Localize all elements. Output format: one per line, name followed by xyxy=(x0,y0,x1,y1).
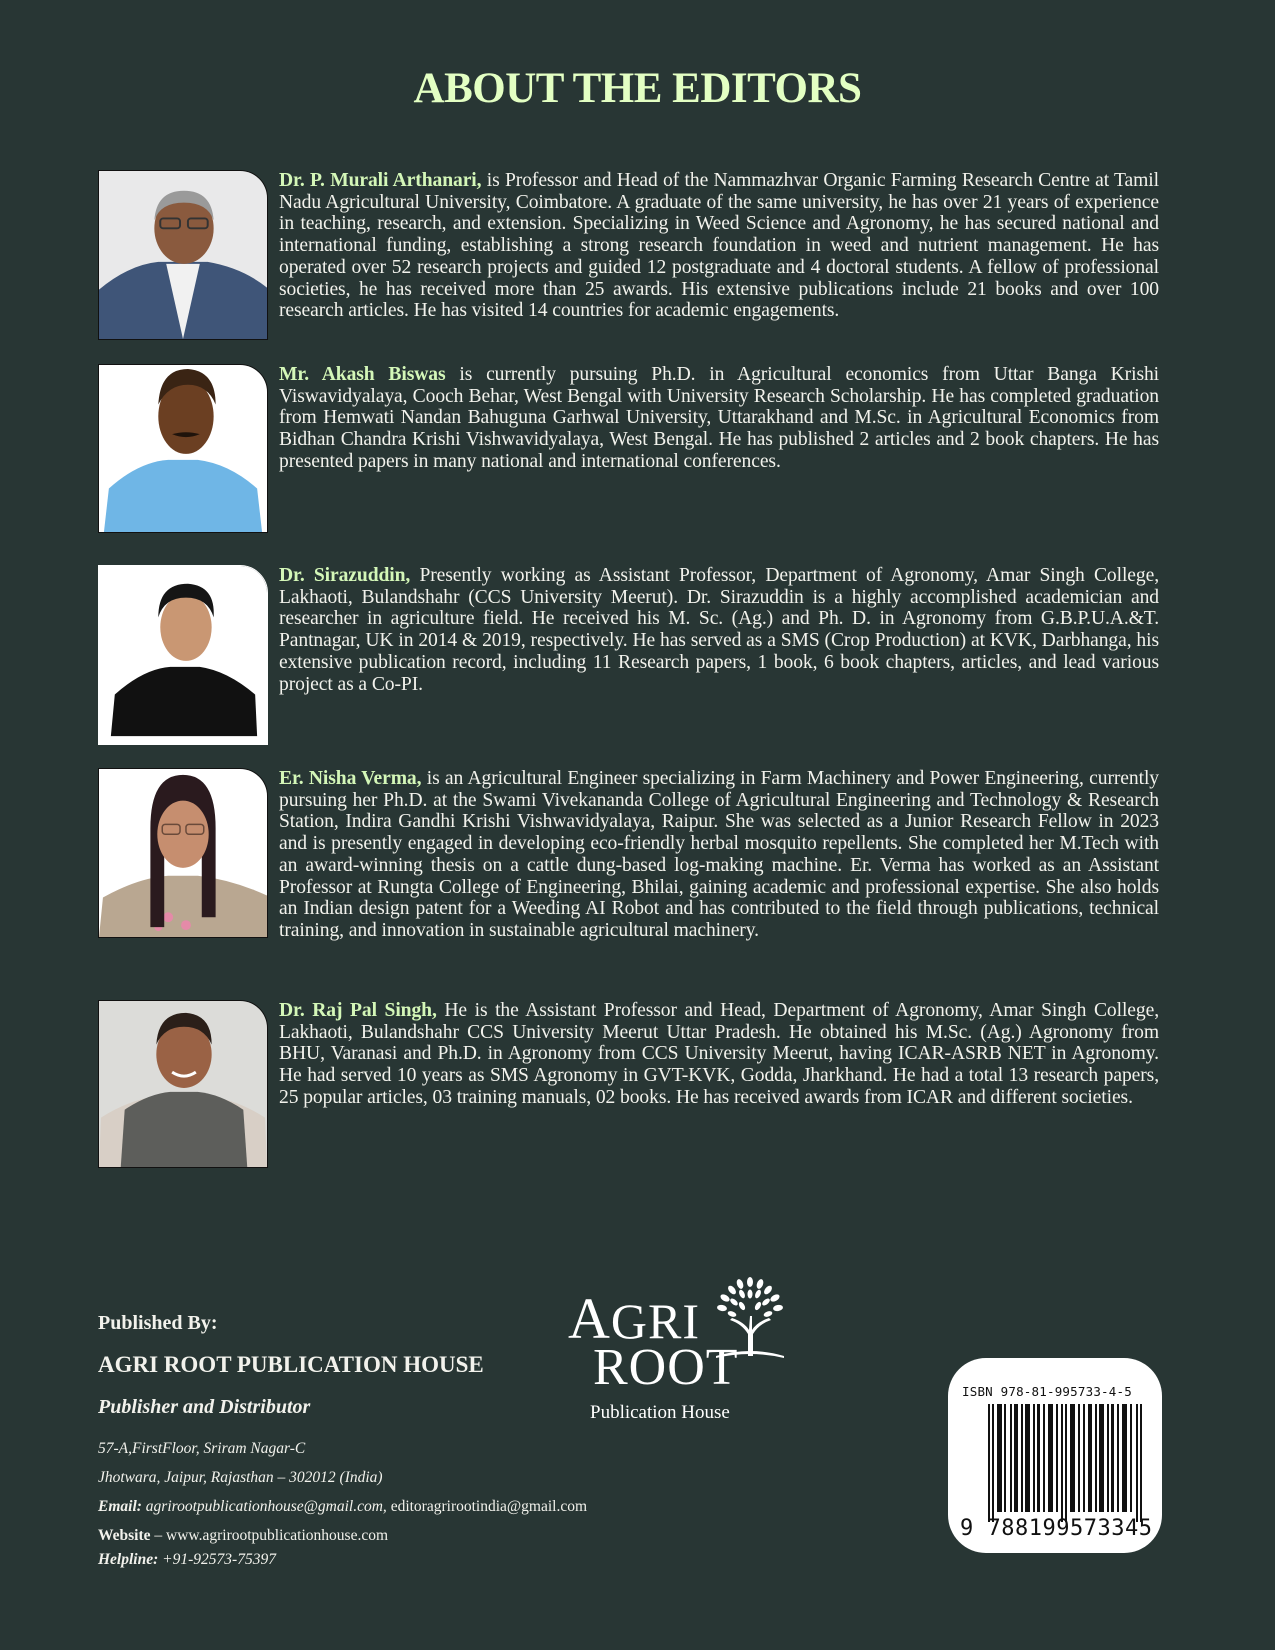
website-line xyxy=(98,1527,388,1545)
isbn-label: ISBN 978-81-995733-4-5 xyxy=(962,1384,1132,1399)
publisher-logo xyxy=(560,1262,800,1422)
logo-tagline: Publication House xyxy=(590,1402,730,1423)
editor-bio xyxy=(279,364,1159,473)
editor-photo-icon xyxy=(98,768,268,938)
email-line xyxy=(98,1498,587,1516)
editor-bio xyxy=(279,170,1159,322)
published-by-label: Published By: xyxy=(98,1312,218,1334)
editor-photo-icon xyxy=(98,565,268,745)
editor-photo-icon xyxy=(98,1000,268,1168)
editor-name: Dr. Raj Pal Singh, xyxy=(279,1000,437,1021)
helpline-line xyxy=(98,1551,276,1569)
editor-name: Er. Nisha Verma, xyxy=(279,768,422,789)
editor-photo-icon xyxy=(98,170,268,340)
website-link[interactable]: www.agrirootpublicationhouse.com xyxy=(166,1527,389,1544)
address-line-2: Jhotwara, Jaipur, Rajasthan – 302012 (India) xyxy=(98,1469,383,1486)
publisher-name: AGRI ROOT PUBLICATION HOUSE xyxy=(98,1352,484,1377)
editor-name: Dr. P. Murali Arthanari, xyxy=(279,170,482,191)
isbn-barcode xyxy=(948,1358,1162,1553)
logo-line-2: ROOT xyxy=(593,1339,739,1396)
helpline-number: +91-92573-75397 xyxy=(162,1551,276,1568)
editor-bio-text: Presently working as Assistant Professor, Department of Agronomy, Amar Singh College, Lakhaoti, Bulandshahr (CCS University Meerut). Dr. Sirazuddin is a highly accomplished academician and researcher in agriculture field. He received his M. Sc. (Ag.) and Ph. D. in Agronomy from G.B.P.U.A.&T. Pantnagar, UK in 2014 & 2019, respectively. He has served as a SMS (Crop Production) at KVK, Darbhanga, his extensive publication record, including 11 Research papers, 1 book, 6 book chapters, articles, and lead various project as a Co-PI. xyxy=(279,565,1159,695)
email-secondary-link[interactable]: editoragrirootindia@gmail.com xyxy=(390,1498,588,1515)
barcode-icon xyxy=(988,1404,1143,1522)
barcode-digits: 9 788199573345 xyxy=(960,1516,1153,1541)
page-title: ABOUT THE EDITORS xyxy=(413,65,862,112)
editor-bio-text: He is the Assistant Professor and Head, Department of Agronomy, Amar Singh College, Lakhaoti, Bulandshahr CCS University Meerut Uttar Pradesh. He obtained his M.Sc. (Ag.) Agronomy from BHU, Varanasi and Ph.D. in Agronomy from CCS University Meerut, having ICAR-ASRB NET in Agronomy. He had served 10 years as SMS Agronomy in GVT-KVK, Godda, Jharkhand. He had a total 13 research papers, 25 popular articles, 03 training manuals, 02 books. He has received awards from ICAR and different societies. xyxy=(279,1000,1159,1108)
logo-line-1: AGRI xyxy=(568,1286,700,1351)
editor-bio-text: is currently pursuing Ph.D. in Agricultural economics from Uttar Banga Krishi Viswavidyalaya, Cooch Behar, West Bengal with University Research Scholarship. He has completed graduation from Hemwati Nandan Bahuguna Garhwal University, Uttarakhand and M.Sc. in Agricultural Economics from Bidhan Chandra Krishi Vishwavidyalaya, West Bengal. He has published 2 articles and 2 book chapters. He has presented papers in many national and international conferences. xyxy=(279,364,1160,472)
editor-bio-text: is an Agricultural Engineer specializing in Farm Machinery and Power Engineering, currently pursuing her Ph.D. at the Swami Vivekananda College of Agricultural Engineering and Technology & Research Station, Indira Gandhi Krishi Vishwavidyalaya, Raipur. She was selected as a Junior Research Fellow in 2023 and is presently engaged in developing eco-friendly herbal mosquito repellents. She completed her M.Tech with an award-winning thesis on a cattle dung-based log-making machine. Er. Verma has worked as an Assistant Professor at Rungta College of Engineering, Bhilai, gaining academic and professional expertise. She also holds an Indian design patent for a Weeding AI Robot and has contributed to the field through publications, technical training, and innovation in sustainable agricultural machinery. xyxy=(279,768,1159,941)
address-line-1: 57-A,FirstFloor, Sriram Nagar-C xyxy=(98,1440,306,1457)
editor-bio-text: is Professor and Head of the Nammazhvar Organic Farming Research Centre at Tamil Nadu Agricultural University, Coimbatore. A graduate of the same university, he has over 21 years of experience in teaching, research, and extension. Specializing in Weed Science and Agronomy, he has secured national and international funding, establishing a strong research foundation in weed and nutrient management. He has operated over 52 research projects and guided 12 postgraduate and 4 doctoral students. A fellow of professional societies, he has received more than 25 awards. His extensive publications include 21 books and over 100 research articles. He has visited 14 countries for academic engagements. xyxy=(279,170,1159,322)
website-separator: – xyxy=(150,1527,167,1544)
editor-bio xyxy=(279,1000,1159,1109)
website-label: Website xyxy=(98,1527,151,1544)
editor-name: Mr. Akash Biswas xyxy=(279,364,446,385)
helpline-label: Helpline: xyxy=(98,1551,159,1568)
email-label: Email: xyxy=(98,1498,142,1515)
email-primary-link[interactable]: agrirootpublicationhouse@gmail.com, xyxy=(145,1498,387,1515)
editor-name: Dr. Sirazuddin, xyxy=(279,565,411,586)
editor-bio xyxy=(279,565,1159,695)
publisher-role: Publisher and Distributor xyxy=(98,1396,311,1418)
editor-bio xyxy=(279,768,1159,942)
editor-photo-icon xyxy=(98,364,268,533)
